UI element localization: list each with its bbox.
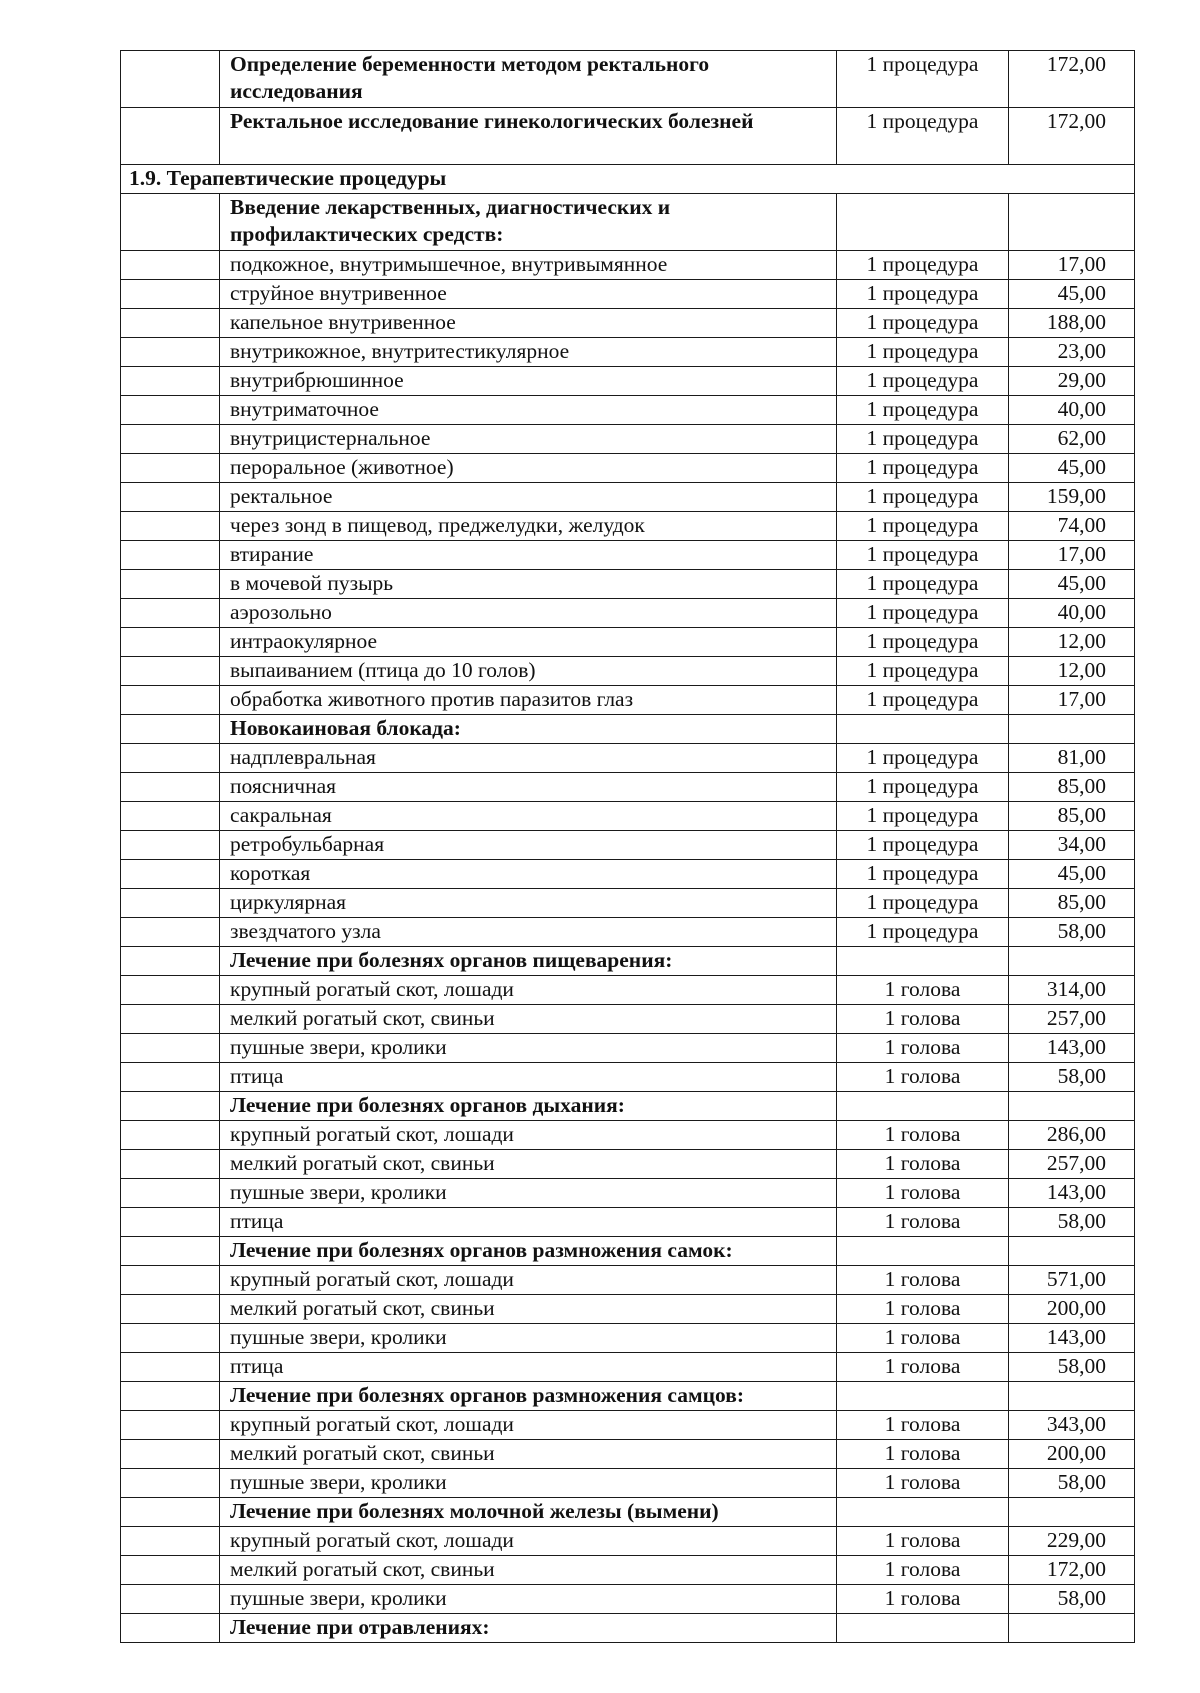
code-cell xyxy=(121,425,220,454)
price-cell xyxy=(1009,1498,1135,1527)
service-name: внутриматочное xyxy=(220,396,837,425)
code-cell xyxy=(121,744,220,773)
price-cell: 17,00 xyxy=(1009,251,1135,280)
price-cell: 143,00 xyxy=(1009,1179,1135,1208)
table-row xyxy=(121,802,1135,831)
service-name: аэрозольно xyxy=(220,599,837,628)
service-name: мелкий рогатый скот, свиньи xyxy=(220,1440,837,1469)
table-row xyxy=(121,1324,1135,1353)
price-cell: 45,00 xyxy=(1009,570,1135,599)
service-name: пушные звери, кролики xyxy=(220,1585,837,1614)
table-row xyxy=(121,1440,1135,1469)
service-name: внутрицистернальное xyxy=(220,425,837,454)
unit-cell: 1 процедура xyxy=(837,570,1009,599)
table-row xyxy=(121,367,1135,396)
table-row xyxy=(121,1353,1135,1382)
group-header-row xyxy=(121,715,1135,744)
group-header-row xyxy=(121,1237,1135,1266)
table-row xyxy=(121,338,1135,367)
code-cell xyxy=(121,1527,220,1556)
table-row xyxy=(121,831,1135,860)
unit-cell: 1 голова xyxy=(837,1005,1009,1034)
service-name: интраокулярное xyxy=(220,628,837,657)
price-cell: 58,00 xyxy=(1009,918,1135,947)
service-name: крупный рогатый скот, лошади xyxy=(220,1411,837,1440)
unit-cell: 1 голова xyxy=(837,1353,1009,1382)
unit-cell xyxy=(837,947,1009,976)
unit-cell: 1 голова xyxy=(837,1179,1009,1208)
price-cell: 257,00 xyxy=(1009,1150,1135,1179)
service-name: пушные звери, кролики xyxy=(220,1034,837,1063)
service-name: птица xyxy=(220,1353,837,1382)
table-row xyxy=(121,1556,1135,1585)
group-title: Новокаиновая блокада: xyxy=(220,715,837,744)
price-cell: 12,00 xyxy=(1009,628,1135,657)
price-cell xyxy=(1009,715,1135,744)
code-cell xyxy=(121,280,220,309)
table-row xyxy=(121,425,1135,454)
price-cell: 143,00 xyxy=(1009,1034,1135,1063)
price-cell: 343,00 xyxy=(1009,1411,1135,1440)
price-cell: 40,00 xyxy=(1009,396,1135,425)
table-row xyxy=(121,1266,1135,1295)
price-cell: 62,00 xyxy=(1009,425,1135,454)
table-row xyxy=(121,773,1135,802)
price-cell: 172,00 xyxy=(1009,1556,1135,1585)
unit-cell: 1 процедура xyxy=(837,889,1009,918)
table-row xyxy=(121,280,1135,309)
unit-cell: 1 голова xyxy=(837,1527,1009,1556)
code-cell xyxy=(121,1556,220,1585)
code-cell xyxy=(121,1469,220,1498)
code-cell xyxy=(121,1324,220,1353)
service-name: короткая xyxy=(220,860,837,889)
service-name: ректальное xyxy=(220,483,837,512)
price-cell xyxy=(1009,1614,1135,1643)
unit-cell: 1 процедура xyxy=(837,773,1009,802)
code-cell xyxy=(121,1353,220,1382)
unit-cell: 1 процедура xyxy=(837,454,1009,483)
service-name: мелкий рогатый скот, свиньи xyxy=(220,1295,837,1324)
service-name: мелкий рогатый скот, свиньи xyxy=(220,1150,837,1179)
price-cell: 58,00 xyxy=(1009,1208,1135,1237)
unit-cell xyxy=(837,1614,1009,1643)
code-cell xyxy=(121,1498,220,1527)
price-cell: 200,00 xyxy=(1009,1440,1135,1469)
group-title: Введение лекарственных, диагностических и профилактических средств: xyxy=(220,194,837,251)
service-name: мелкий рогатый скот, свиньи xyxy=(220,1556,837,1585)
code-cell xyxy=(121,1237,220,1266)
group-header-row xyxy=(121,194,1135,251)
unit-cell: 1 голова xyxy=(837,1266,1009,1295)
price-cell: 58,00 xyxy=(1009,1585,1135,1614)
table-row xyxy=(121,1527,1135,1556)
unit-cell: 1 процедура xyxy=(837,744,1009,773)
unit-cell: 1 процедура xyxy=(837,541,1009,570)
table-row xyxy=(121,1121,1135,1150)
table-row xyxy=(121,309,1135,338)
table-row xyxy=(121,483,1135,512)
service-name: крупный рогатый скот, лошади xyxy=(220,976,837,1005)
unit-cell xyxy=(837,715,1009,744)
table-row xyxy=(121,976,1135,1005)
service-name: пероральное (животное) xyxy=(220,454,837,483)
service-name: пушные звери, кролики xyxy=(220,1324,837,1353)
group-title: Лечение при отравлениях: xyxy=(220,1614,837,1643)
unit-cell: 1 голова xyxy=(837,1150,1009,1179)
price-cell: 12,00 xyxy=(1009,657,1135,686)
table-row xyxy=(121,1585,1135,1614)
group-header-row xyxy=(121,1498,1135,1527)
price-cell: 200,00 xyxy=(1009,1295,1135,1324)
table-row xyxy=(121,1208,1135,1237)
price-cell: 172,00 xyxy=(1009,108,1135,165)
table-row xyxy=(121,512,1135,541)
unit-cell: 1 голова xyxy=(837,1411,1009,1440)
group-header-row xyxy=(121,1092,1135,1121)
price-cell: 58,00 xyxy=(1009,1469,1135,1498)
code-cell xyxy=(121,976,220,1005)
table-row xyxy=(121,918,1135,947)
unit-cell: 1 процедура xyxy=(837,338,1009,367)
unit-cell: 1 процедура xyxy=(837,483,1009,512)
unit-cell: 1 процедура xyxy=(837,628,1009,657)
service-name: Определение беременности методом ректального исследования xyxy=(220,51,837,108)
price-cell xyxy=(1009,194,1135,251)
table-row xyxy=(121,1150,1135,1179)
price-list-table xyxy=(120,50,1135,1643)
unit-cell: 1 голова xyxy=(837,1556,1009,1585)
group-title: Лечение при болезнях органов дыхания: xyxy=(220,1092,837,1121)
code-cell xyxy=(121,108,220,165)
price-cell: 143,00 xyxy=(1009,1324,1135,1353)
unit-cell: 1 процедура xyxy=(837,309,1009,338)
unit-cell: 1 процедура xyxy=(837,802,1009,831)
table-row xyxy=(121,570,1135,599)
unit-cell: 1 голова xyxy=(837,1295,1009,1324)
code-cell xyxy=(121,889,220,918)
unit-cell: 1 голова xyxy=(837,1034,1009,1063)
table-row xyxy=(121,657,1135,686)
code-cell xyxy=(121,773,220,802)
service-name: поясничная xyxy=(220,773,837,802)
table-row xyxy=(121,1034,1135,1063)
unit-cell: 1 голова xyxy=(837,1121,1009,1150)
code-cell xyxy=(121,1150,220,1179)
service-name: Ректальное исследование гинекологических болезней xyxy=(220,108,837,165)
unit-cell xyxy=(837,1498,1009,1527)
group-header-row xyxy=(121,1382,1135,1411)
table-row xyxy=(121,744,1135,773)
table-row xyxy=(121,1063,1135,1092)
code-cell xyxy=(121,570,220,599)
service-name: в мочевой пузырь xyxy=(220,570,837,599)
code-cell xyxy=(121,599,220,628)
unit-cell: 1 процедура xyxy=(837,686,1009,715)
group-header-row xyxy=(121,1614,1135,1643)
service-name: птица xyxy=(220,1208,837,1237)
code-cell xyxy=(121,1585,220,1614)
service-name: крупный рогатый скот, лошади xyxy=(220,1121,837,1150)
table-row xyxy=(121,628,1135,657)
code-cell xyxy=(121,251,220,280)
code-cell xyxy=(121,1121,220,1150)
price-cell: 40,00 xyxy=(1009,599,1135,628)
service-name: крупный рогатый скот, лошади xyxy=(220,1266,837,1295)
code-cell xyxy=(121,1440,220,1469)
code-cell xyxy=(121,367,220,396)
table-row xyxy=(121,599,1135,628)
code-cell xyxy=(121,512,220,541)
price-cell: 29,00 xyxy=(1009,367,1135,396)
code-cell xyxy=(121,309,220,338)
code-cell xyxy=(121,715,220,744)
unit-cell xyxy=(837,1382,1009,1411)
price-cell xyxy=(1009,1382,1135,1411)
code-cell xyxy=(121,1614,220,1643)
code-cell xyxy=(121,831,220,860)
service-name: втирание xyxy=(220,541,837,570)
table-row xyxy=(121,108,1135,165)
price-cell: 286,00 xyxy=(1009,1121,1135,1150)
service-name: капельное внутривенное xyxy=(220,309,837,338)
price-cell: 159,00 xyxy=(1009,483,1135,512)
price-cell: 85,00 xyxy=(1009,802,1135,831)
code-cell xyxy=(121,686,220,715)
code-cell xyxy=(121,51,220,108)
price-cell: 58,00 xyxy=(1009,1353,1135,1382)
unit-cell: 1 голова xyxy=(837,1208,1009,1237)
price-cell: 172,00 xyxy=(1009,51,1135,108)
unit-cell: 1 процедура xyxy=(837,251,1009,280)
price-cell xyxy=(1009,947,1135,976)
unit-cell: 1 голова xyxy=(837,1063,1009,1092)
code-cell xyxy=(121,947,220,976)
service-name: подкожное, внутримышечное, внутривымянное xyxy=(220,251,837,280)
table-row xyxy=(121,541,1135,570)
unit-cell xyxy=(837,194,1009,251)
table-row xyxy=(121,251,1135,280)
price-cell: 81,00 xyxy=(1009,744,1135,773)
service-name: мелкий рогатый скот, свиньи xyxy=(220,1005,837,1034)
code-cell xyxy=(121,396,220,425)
service-name: пушные звери, кролики xyxy=(220,1179,837,1208)
price-cell: 45,00 xyxy=(1009,454,1135,483)
service-name: выпаиванием (птица до 10 голов) xyxy=(220,657,837,686)
service-name: внутрибрюшинное xyxy=(220,367,837,396)
code-cell xyxy=(121,1063,220,1092)
code-cell xyxy=(121,1382,220,1411)
table-row xyxy=(121,1469,1135,1498)
table-row xyxy=(121,686,1135,715)
code-cell xyxy=(121,1034,220,1063)
service-name: обработка животного против паразитов глаз xyxy=(220,686,837,715)
price-cell: 85,00 xyxy=(1009,889,1135,918)
group-title: Лечение при болезнях органов размножения самцов: xyxy=(220,1382,837,1411)
code-cell xyxy=(121,194,220,251)
code-cell xyxy=(121,657,220,686)
code-cell xyxy=(121,1179,220,1208)
unit-cell: 1 процедура xyxy=(837,51,1009,108)
unit-cell xyxy=(837,1092,1009,1121)
service-name: звездчатого узла xyxy=(220,918,837,947)
code-cell xyxy=(121,628,220,657)
code-cell xyxy=(121,1295,220,1324)
service-name: циркулярная xyxy=(220,889,837,918)
code-cell xyxy=(121,338,220,367)
unit-cell: 1 процедура xyxy=(837,280,1009,309)
code-cell xyxy=(121,1005,220,1034)
price-cell: 58,00 xyxy=(1009,1063,1135,1092)
unit-cell: 1 голова xyxy=(837,976,1009,1005)
service-name: ретробульбарная xyxy=(220,831,837,860)
service-name: пушные звери, кролики xyxy=(220,1469,837,1498)
code-cell xyxy=(121,454,220,483)
section-title: 1.9. Терапевтические процедуры xyxy=(121,165,1135,194)
unit-cell: 1 процедура xyxy=(837,425,1009,454)
code-cell xyxy=(121,918,220,947)
code-cell xyxy=(121,1266,220,1295)
code-cell xyxy=(121,541,220,570)
table-row xyxy=(121,396,1135,425)
unit-cell: 1 процедура xyxy=(837,860,1009,889)
price-cell: 23,00 xyxy=(1009,338,1135,367)
unit-cell: 1 процедура xyxy=(837,657,1009,686)
price-cell: 188,00 xyxy=(1009,309,1135,338)
price-cell: 17,00 xyxy=(1009,541,1135,570)
unit-cell: 1 процедура xyxy=(837,918,1009,947)
code-cell xyxy=(121,1092,220,1121)
unit-cell: 1 голова xyxy=(837,1585,1009,1614)
unit-cell: 1 голова xyxy=(837,1440,1009,1469)
unit-cell: 1 процедура xyxy=(837,396,1009,425)
service-name: струйное внутривенное xyxy=(220,280,837,309)
code-cell xyxy=(121,1208,220,1237)
price-cell: 229,00 xyxy=(1009,1527,1135,1556)
service-name: через зонд в пищевод, преджелудки, желудок xyxy=(220,512,837,541)
unit-cell: 1 процедура xyxy=(837,599,1009,628)
unit-cell: 1 процедура xyxy=(837,512,1009,541)
price-cell xyxy=(1009,1237,1135,1266)
price-cell: 85,00 xyxy=(1009,773,1135,802)
group-title: Лечение при болезнях органов размножения самок: xyxy=(220,1237,837,1266)
table-row xyxy=(121,1179,1135,1208)
table-row xyxy=(121,889,1135,918)
group-title: Лечение при болезнях молочной железы (вымени) xyxy=(220,1498,837,1527)
price-cell: 17,00 xyxy=(1009,686,1135,715)
price-cell: 45,00 xyxy=(1009,860,1135,889)
service-name: сакральная xyxy=(220,802,837,831)
price-cell: 314,00 xyxy=(1009,976,1135,1005)
unit-cell xyxy=(837,1237,1009,1266)
table-row xyxy=(121,1295,1135,1324)
price-cell xyxy=(1009,1092,1135,1121)
unit-cell: 1 процедура xyxy=(837,831,1009,860)
table-row xyxy=(121,454,1135,483)
service-name: птица xyxy=(220,1063,837,1092)
table-row xyxy=(121,1411,1135,1440)
price-list-body xyxy=(121,51,1135,1643)
service-name: внутрикожное, внутритестикулярное xyxy=(220,338,837,367)
price-cell: 74,00 xyxy=(1009,512,1135,541)
unit-cell: 1 голова xyxy=(837,1324,1009,1353)
table-row xyxy=(121,1005,1135,1034)
price-cell: 257,00 xyxy=(1009,1005,1135,1034)
code-cell xyxy=(121,1411,220,1440)
table-row xyxy=(121,51,1135,108)
code-cell xyxy=(121,802,220,831)
group-title: Лечение при болезнях органов пищеварения: xyxy=(220,947,837,976)
group-header-row xyxy=(121,947,1135,976)
service-name: надплевральная xyxy=(220,744,837,773)
section-row xyxy=(121,165,1135,194)
unit-cell: 1 процедура xyxy=(837,108,1009,165)
price-cell: 34,00 xyxy=(1009,831,1135,860)
unit-cell: 1 голова xyxy=(837,1469,1009,1498)
code-cell xyxy=(121,860,220,889)
code-cell xyxy=(121,483,220,512)
table-row xyxy=(121,860,1135,889)
price-cell: 45,00 xyxy=(1009,280,1135,309)
unit-cell: 1 процедура xyxy=(837,367,1009,396)
price-cell: 571,00 xyxy=(1009,1266,1135,1295)
service-name: крупный рогатый скот, лошади xyxy=(220,1527,837,1556)
